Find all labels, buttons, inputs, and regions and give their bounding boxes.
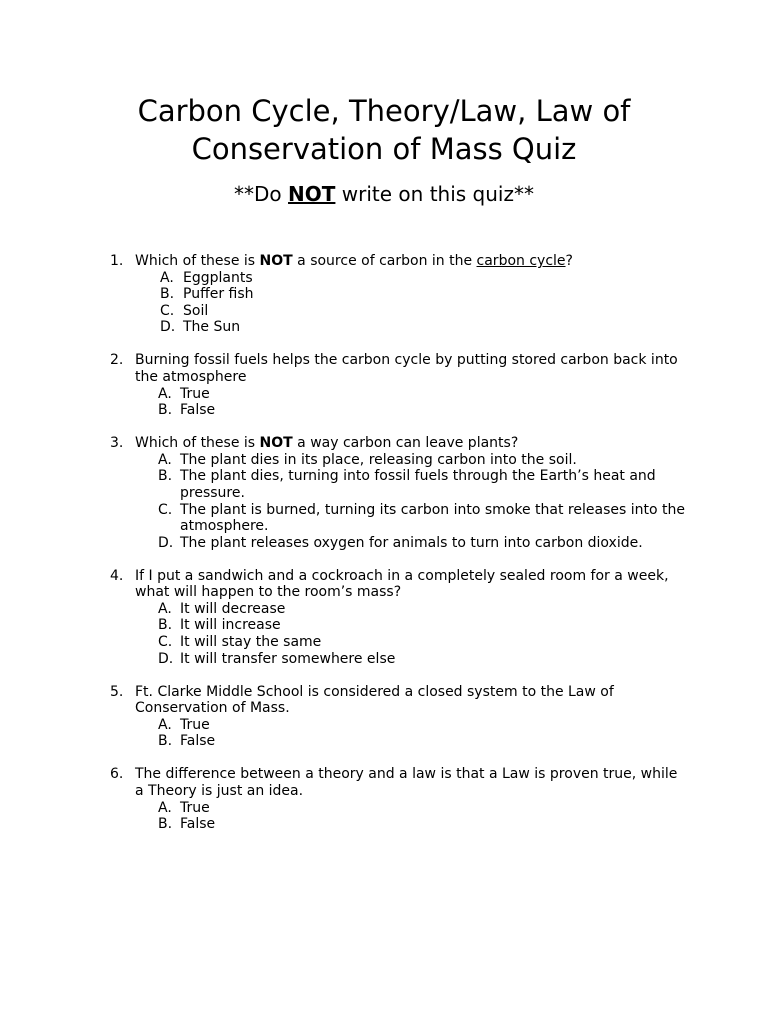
- question-text: [135, 435, 690, 452]
- page-title: [0, 92, 768, 168]
- option-text: Soil: [183, 302, 209, 319]
- subtitle-emphasis: NOT: [288, 182, 336, 206]
- option-letter: A.: [158, 600, 172, 617]
- question-text: The difference between a theory and a law is that a Law is proven true, while a Theory is just an idea.: [135, 766, 678, 799]
- option-letter: C.: [158, 634, 173, 651]
- option-letter: B.: [158, 468, 173, 485]
- question-6: [110, 766, 690, 832]
- option-b: [135, 816, 690, 833]
- option-letter: B.: [158, 733, 173, 750]
- option-b: [135, 402, 690, 419]
- option-letter: A.: [160, 269, 174, 286]
- option-b: [135, 733, 690, 750]
- option-text: It will transfer somewhere else: [180, 650, 396, 667]
- option-letter: B.: [158, 402, 173, 419]
- option-c: [135, 502, 690, 535]
- option-text: It will decrease: [180, 600, 286, 617]
- option-list: [135, 386, 690, 419]
- subtitle-prefix: **Do: [234, 182, 289, 206]
- page-subtitle: [0, 180, 768, 208]
- option-text: The Sun: [183, 319, 241, 336]
- option-text: It will stay the same: [180, 634, 322, 651]
- option-letter: A.: [158, 385, 172, 402]
- question-number: 3.: [110, 435, 124, 452]
- option-text: True: [180, 799, 210, 816]
- option-d: [135, 651, 690, 668]
- question-number: 2.: [110, 352, 124, 369]
- option-letter: C.: [158, 501, 173, 518]
- question-number: 5.: [110, 683, 124, 700]
- option-a: [135, 270, 690, 287]
- option-letter: A.: [158, 799, 172, 816]
- question-text-part: ?: [565, 253, 573, 269]
- option-letter: C.: [160, 302, 175, 319]
- option-d: [135, 535, 690, 552]
- option-text: Eggplants: [183, 269, 253, 286]
- option-text: The plant dies in its place, releasing carbon into the soil.: [180, 451, 577, 468]
- option-text: The plant is burned, turning its carbon into smoke that releases into the atmosphere.: [180, 501, 685, 535]
- option-text: False: [180, 816, 216, 833]
- option-a: [135, 386, 690, 403]
- question-text-part: a way carbon can leave plants?: [292, 435, 519, 452]
- question-2: [110, 352, 690, 418]
- question-text: Burning fossil fuels helps the carbon cycle by putting stored carbon back into the atmosphere: [135, 352, 678, 385]
- option-text: It will increase: [180, 617, 281, 634]
- option-c: [135, 303, 690, 320]
- question-number: 1.: [110, 253, 124, 269]
- option-c: [135, 634, 690, 651]
- option-list: [135, 800, 690, 833]
- option-list: [135, 452, 690, 552]
- question-text-bold: NOT: [259, 253, 293, 269]
- option-text: Puffer fish: [183, 286, 254, 303]
- question-number: 6.: [110, 766, 124, 783]
- question-text: If I put a sandwich and a cockroach in a completely sealed room for a week, what will happen to the room’s mass?: [135, 567, 669, 601]
- option-text: True: [180, 716, 210, 733]
- option-letter: A.: [158, 716, 172, 733]
- option-a: [135, 717, 690, 734]
- option-letter: D.: [158, 650, 174, 667]
- subtitle-suffix: write on this quiz**: [335, 182, 534, 206]
- title-line-1: Carbon Cycle, Theory/Law, Law of: [137, 94, 631, 128]
- question-text: [135, 253, 690, 270]
- option-list: [135, 601, 690, 667]
- option-a: [135, 800, 690, 817]
- option-b: [135, 617, 690, 634]
- question-text-part: Which of these is: [135, 435, 260, 452]
- title-line-2: Conservation of Mass Quiz: [191, 132, 577, 166]
- question-text-part: a source of carbon in the: [292, 253, 477, 269]
- option-letter: D.: [160, 319, 176, 336]
- option-a: [135, 452, 690, 469]
- question-list: [110, 253, 690, 849]
- option-text: The plant releases oxygen for animals to turn into carbon dioxide.: [180, 534, 643, 551]
- question-text-part: Which of these is: [135, 253, 260, 269]
- option-text: True: [180, 385, 210, 402]
- option-a: [135, 601, 690, 618]
- question-1: [110, 253, 690, 336]
- question-text-bold: NOT: [259, 435, 293, 452]
- question-text-underline: carbon cycle: [476, 253, 566, 269]
- option-b: [135, 468, 690, 501]
- option-text: False: [180, 402, 216, 419]
- option-letter: B.: [158, 617, 173, 634]
- question-4: [110, 568, 690, 668]
- option-text: False: [180, 733, 216, 750]
- option-list: [135, 717, 690, 750]
- option-letter: A.: [158, 451, 172, 468]
- question-text: Ft. Clarke Middle School is considered a closed system to the Law of Conservation of Mass.: [135, 683, 614, 717]
- question-5: [110, 684, 690, 750]
- option-list: [135, 270, 690, 336]
- option-d: [135, 319, 690, 336]
- option-text: The plant dies, turning into fossil fuels through the Earth’s heat and pressure.: [180, 468, 656, 501]
- question-3: [110, 435, 690, 551]
- option-b: [135, 286, 690, 303]
- option-letter: D.: [158, 534, 174, 551]
- option-letter: B.: [158, 816, 173, 833]
- question-number: 4.: [110, 567, 124, 584]
- option-letter: B.: [160, 286, 175, 303]
